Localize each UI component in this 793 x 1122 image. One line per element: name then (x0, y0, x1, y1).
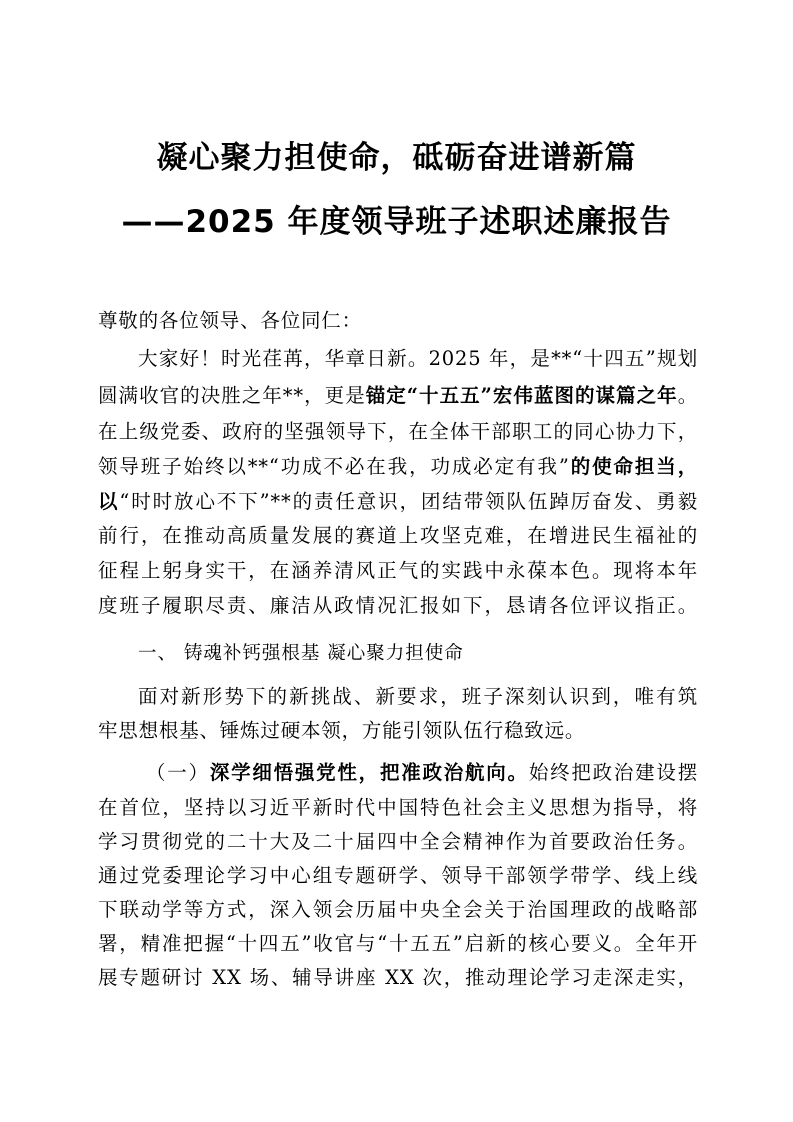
subsection-number: （一） (146, 761, 210, 784)
intro-line (98, 454, 698, 480)
page-subtitle: ——2025 年度领导班子述职述廉报告 (121, 204, 672, 240)
subsection-line: 学习贯彻党的二十大及二十届四中全会精神作为首要政治任务。 (98, 830, 698, 853)
subsection-line: 署，精准把握“十四五”收官与“十五五”启新的核心要义。全年开 (98, 932, 698, 955)
intro-line: 前行，在推动高质量发展的赛道上攻坚克难，在增进民生福祉的 (98, 524, 698, 547)
subsection-line (146, 760, 698, 786)
intro-line (98, 383, 698, 409)
intro-line: 在上级党委、政府的坚强领导下，在全体干部职工的同心协力下， (98, 420, 698, 443)
intro-line: 大家好！时光荏苒，华章日新。2025 年，是**“十四五”规划 (138, 347, 698, 370)
intro-line: 征程上躬身实干，在涵养清风正气的实践中永葆本色。现将本年 (98, 559, 698, 582)
intro-text: 圆满收官的决胜之年**，更是 (98, 384, 366, 407)
intro-line: 度班子履职尽责、廉洁从政情况汇报如下，恳请各位评议指正。 (98, 594, 698, 617)
subsection-heading: 深学细悟强党性，把准政治航向。 (209, 761, 529, 784)
intro-text: 。 (677, 384, 699, 407)
subsection-text: 始终把政治建设摆 (528, 761, 698, 784)
salutation: 尊敬的各位领导、各位同仁： (98, 309, 362, 332)
paragraph-line: 牢思想根基、锤炼过硬本领，方能引领队伍行稳致远。 (98, 719, 586, 742)
intro-line (98, 489, 698, 515)
intro-text: 领导班子始终以**“功成不必在我，功成必定有我” (98, 455, 570, 478)
paragraph-line: 面对新形势下的新挑战、新要求，班子深刻认识到，唯有筑 (138, 685, 698, 708)
section-heading: 一、 铸魂补钙强根基 凝心聚力担使命 (138, 643, 464, 664)
intro-text: “时时放心不下”**的责任意识，团结带领队伍踔厉奋发、勇毅 (119, 490, 698, 513)
subsection-line: 在首位，坚持以习近平新时代中国特色社会主义思想为指导，将 (98, 796, 698, 819)
subsection-line: 通过党委理论学习中心组专题研学、领导干部领学带学、线上线 (98, 864, 698, 887)
intro-bold-text: 的使命担当， (569, 455, 698, 478)
intro-bold-text: 锚定“十五五”宏伟蓝图的谋篇之年 (365, 384, 678, 407)
subsection-line: 展专题研讨 XX 场、辅导讲座 XX 次，推动理论学习走深走实， (98, 966, 698, 989)
intro-bold-text: 以 (98, 490, 120, 513)
page-title: 凝心聚力担使命，砥砺奋进谱新篇 (156, 140, 637, 176)
subsection-line: 下联动学等方式，深入领会历届中央全会关于治国理政的战略部 (98, 898, 698, 921)
